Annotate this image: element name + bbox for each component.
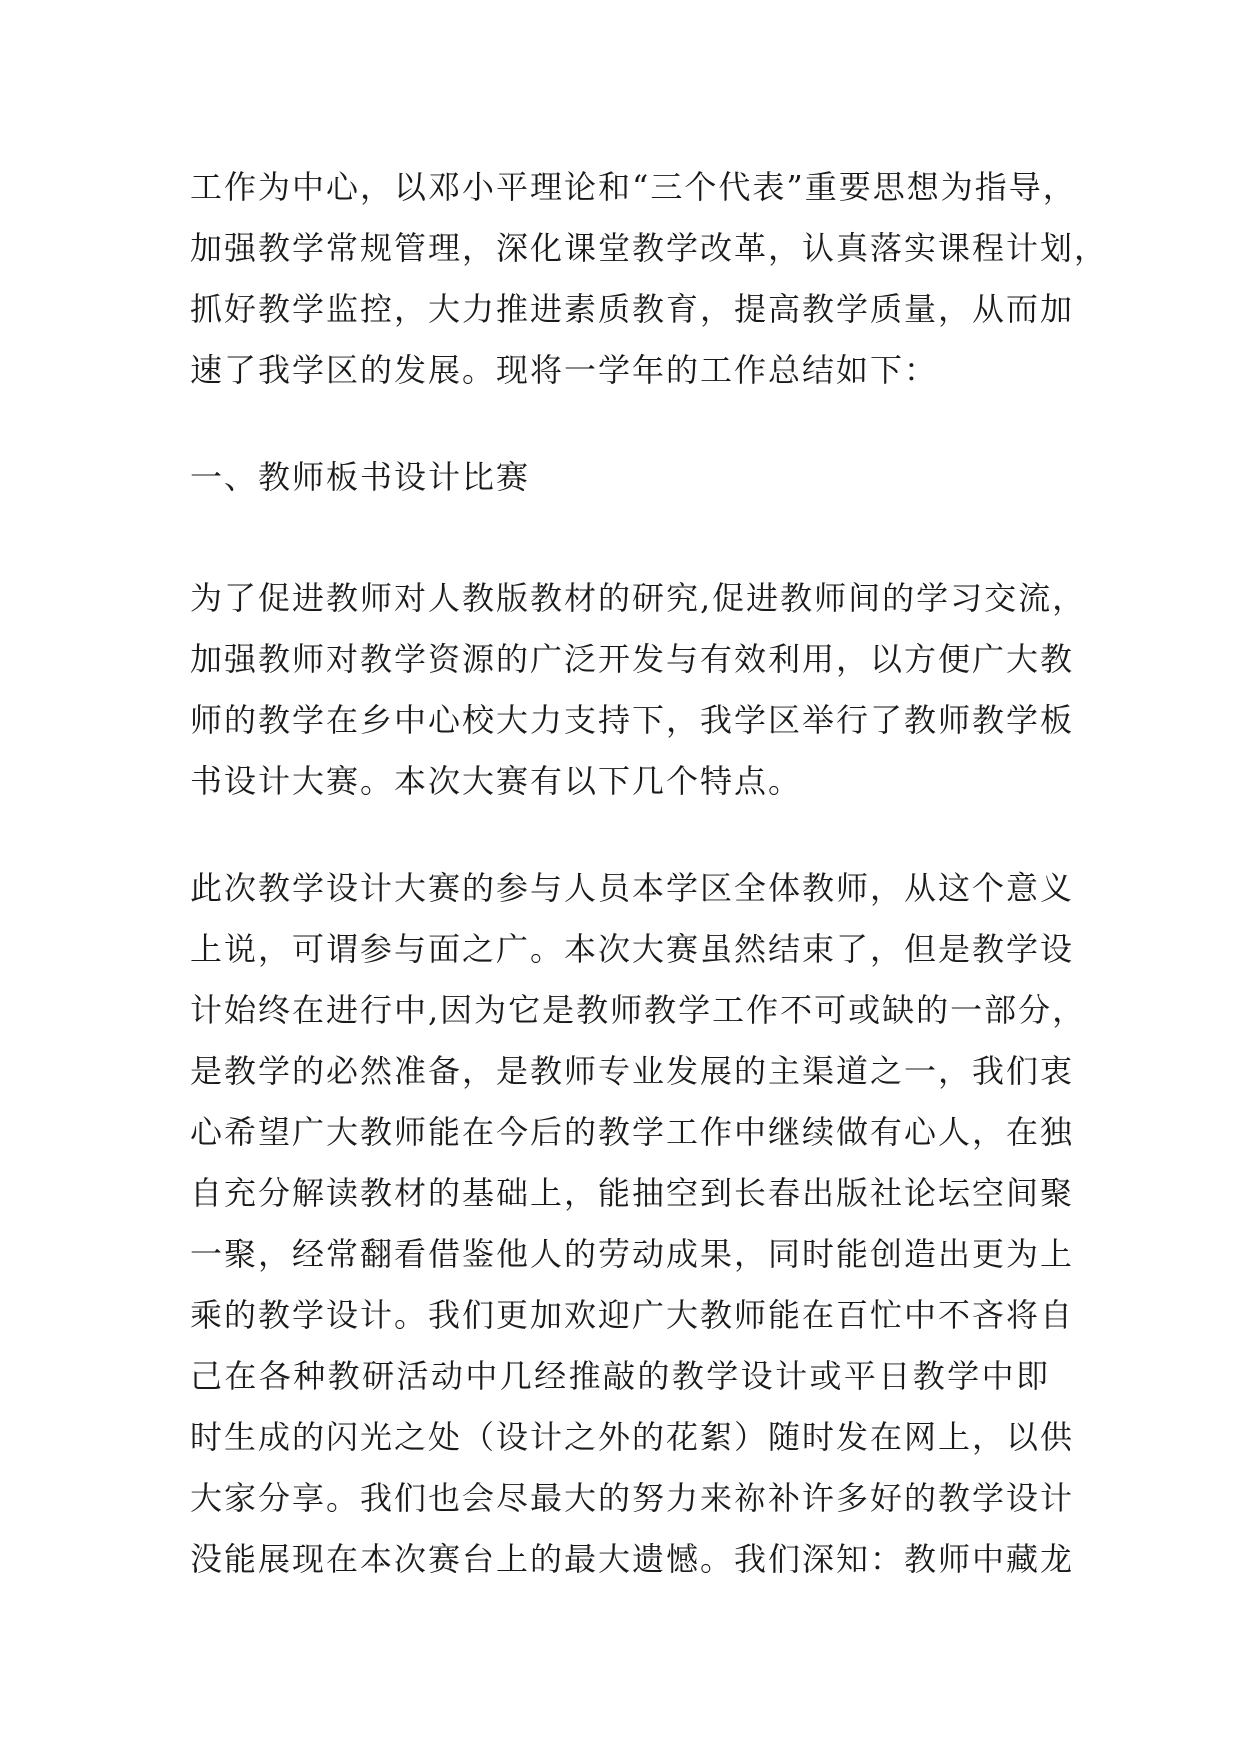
- paragraph-line: 抓好教学监控，大力推进素质教育，提高教学质量，从而加: [190, 290, 1075, 328]
- paragraph-line: 加强教学常规管理，深化课堂教学改革，认真落实课程计划，: [190, 229, 1109, 267]
- paragraph-line: 自充分解读教材的基础上，能抽空到长春出版社论坛空间聚: [190, 1174, 1075, 1212]
- paragraph-line: 师的教学在乡中心校大力支持下，我学区举行了教师教学板: [190, 701, 1075, 739]
- paragraph-line: 为了促进教师对人教版教材的研究,促进教师间的学习交流，: [190, 579, 1087, 617]
- paragraph-line: 己在各种教研活动中几经推敲的教学设计或平日教学中即: [190, 1357, 1050, 1395]
- paragraph-line: 书设计大赛。本次大赛有以下几个特点。: [190, 762, 803, 800]
- paragraph-line: 工作为中心，以邓小平理论和“三个代表”重要思想为指导，: [190, 168, 1077, 206]
- section-heading-text: 一、教师板书设计比赛: [190, 458, 531, 496]
- paragraph-line: 心希望广大教师能在今后的教学工作中继续做有心人，在独: [190, 1113, 1075, 1151]
- paragraph-line: 乘的教学设计。我们更加欢迎广大教师能在百忙中不吝将自: [190, 1296, 1075, 1334]
- paragraph-line: 速了我学区的发展。现将一学年的工作总结如下：: [190, 351, 939, 389]
- paragraph-line: 一聚，经常翻看借鉴他人的劳动成果，同时能创造出更为上: [190, 1235, 1075, 1273]
- paragraph-line: 加强教师对教学资源的广泛开发与有效利用，以方便广大教: [190, 640, 1075, 678]
- paragraph-line: 没能展现在本次赛台上的最大遗憾。我们深知：教师中藏龙: [190, 1540, 1075, 1578]
- paragraph-line: 是教学的必然准备，是教师专业发展的主渠道之一，我们衷: [190, 1052, 1075, 1090]
- paragraph-line: 时生成的闪光之处（设计之外的花絮）随时发在网上，以供: [190, 1418, 1075, 1456]
- paragraph-line: 此次教学设计大赛的参与人员本学区全体教师，从这个意义: [190, 869, 1075, 907]
- paragraph-2: [190, 858, 1087, 1590]
- paragraph-line: 上说，可谓参与面之广。本次大赛虽然结束了，但是教学设: [190, 930, 1075, 968]
- paragraph-1: [190, 568, 1087, 812]
- paragraph-line: 计始终在进行中,因为它是教师教学工作不可或缺的一部分，: [190, 991, 1087, 1029]
- intro-paragraph: [190, 157, 1109, 401]
- paragraph-line: 大家分享。我们也会尽最大的努力来祢补许多好的教学设计: [190, 1479, 1075, 1517]
- section-heading: [190, 447, 1050, 508]
